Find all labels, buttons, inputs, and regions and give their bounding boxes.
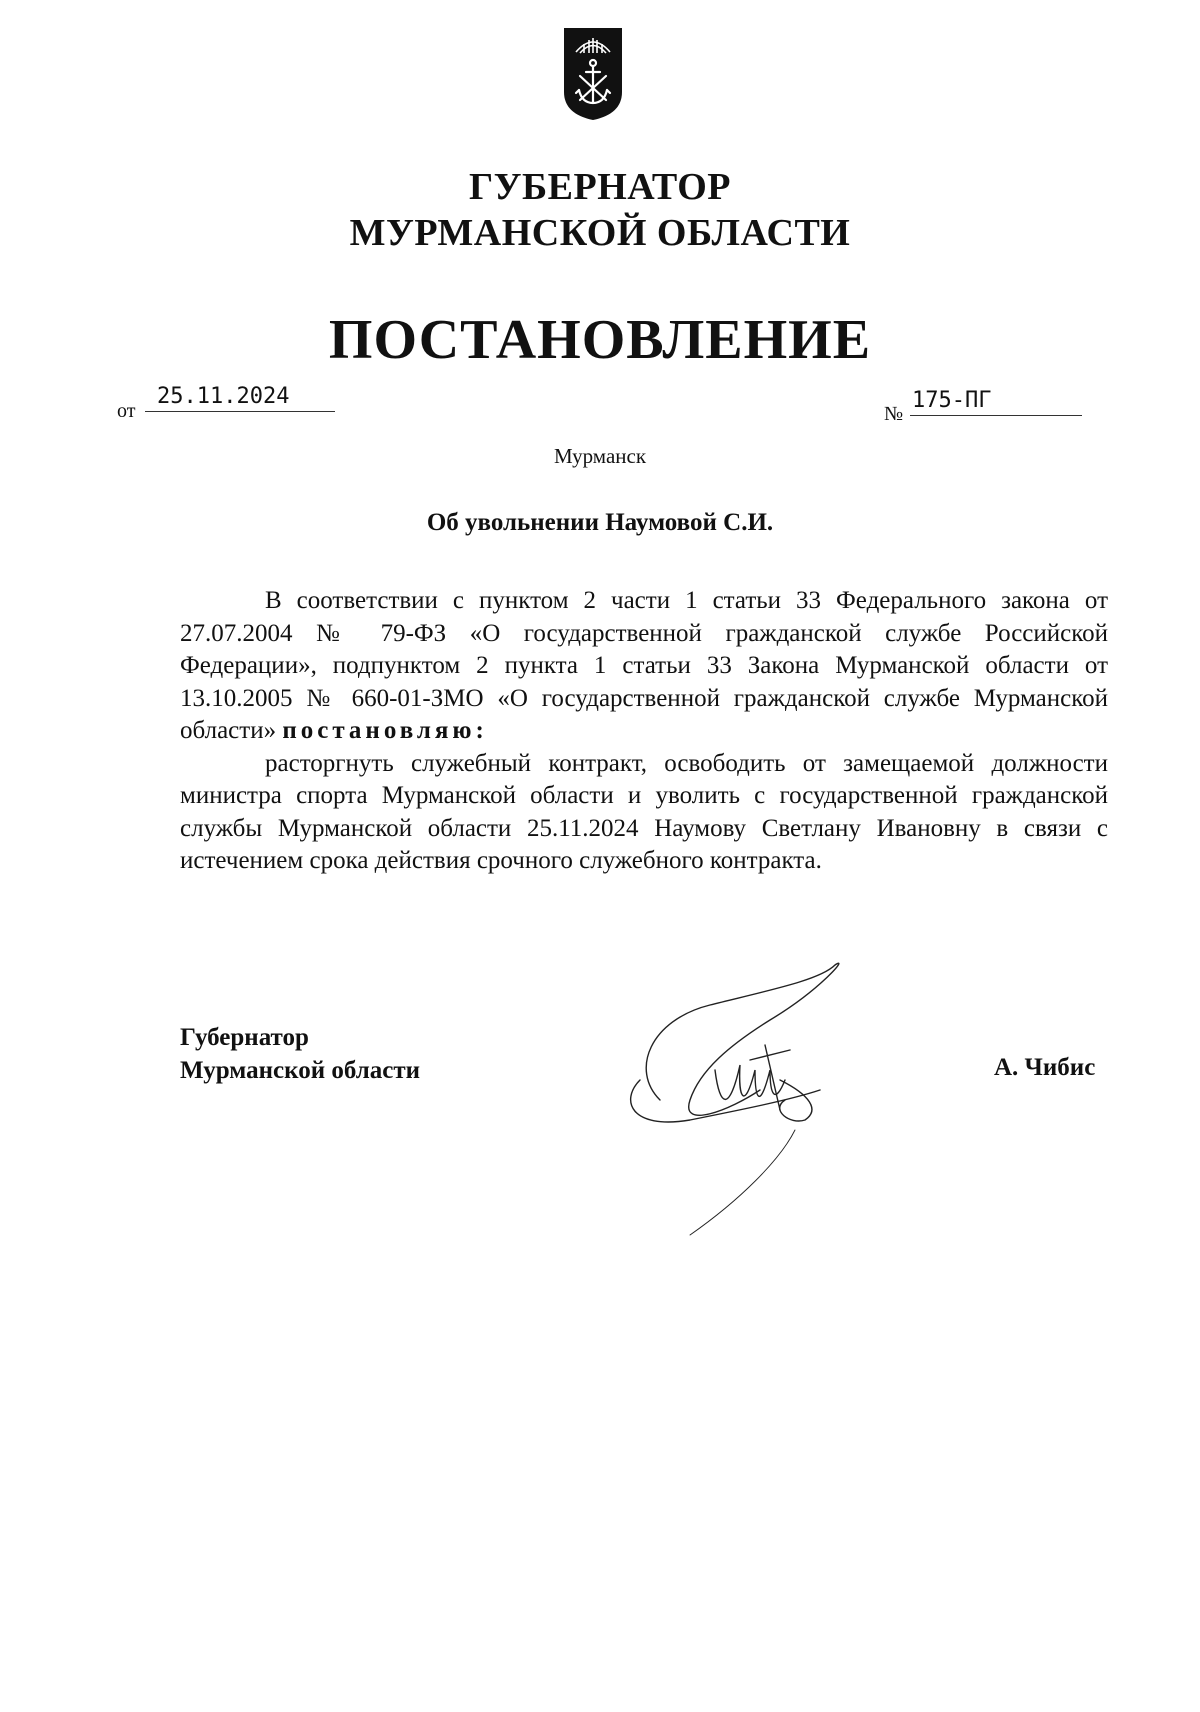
issuing-authority — [0, 164, 1200, 256]
handwritten-signature-icon — [620, 960, 870, 1240]
position-line-1: Губернатор — [180, 1024, 309, 1051]
document-subject: Об увольнении Наумовой С.И. — [426, 509, 774, 536]
resolves-phrase: постановляю: — [282, 717, 488, 744]
position-line-2: Мурманской области — [180, 1057, 421, 1084]
document-type-title: ПОСТАНОВЛЕНИЕ — [328, 309, 872, 371]
document-body — [180, 585, 1108, 878]
number-label: № — [884, 403, 904, 425]
coat-of-arms-icon — [562, 26, 624, 122]
document-number: 175-ПГ — [910, 388, 1082, 416]
authority-line-2: МУРМАНСКОЙ ОБЛАСТИ — [349, 212, 851, 254]
signatory-name: А. Чибис — [994, 1054, 1096, 1081]
signatory-position — [180, 1021, 420, 1087]
preamble-text: В соответствии с пунктом 2 части 1 статьи 33 Федерального закона от 27.07.2004 № 79-ФЗ «О государственной гражданской службе Российской Федерации», подпунктом 2 пункта 1 статьи 33 Закона Мурманской области от 13.10.2005 № 660-01-ЗМО «О государственной гражданской службе Мурманской области» — [180, 587, 1108, 744]
date-label: от — [117, 400, 136, 422]
authority-line-1: ГУБЕРНАТОР — [468, 166, 732, 208]
place-of-issue: Мурманск — [553, 444, 647, 468]
operative-paragraph: расторгнуть служебный контракт, освободить от замещаемой должности министра спорта Мурманской области и уволить с государственной гражданской службы Мурманской области 25.11.2024 Наумову Светлану Ивановну в связи с истечением срока действия срочного служебного контракта. — [180, 749, 1108, 874]
preamble-paragraph — [180, 585, 1108, 748]
document-date: 25.11.2024 — [145, 384, 335, 412]
